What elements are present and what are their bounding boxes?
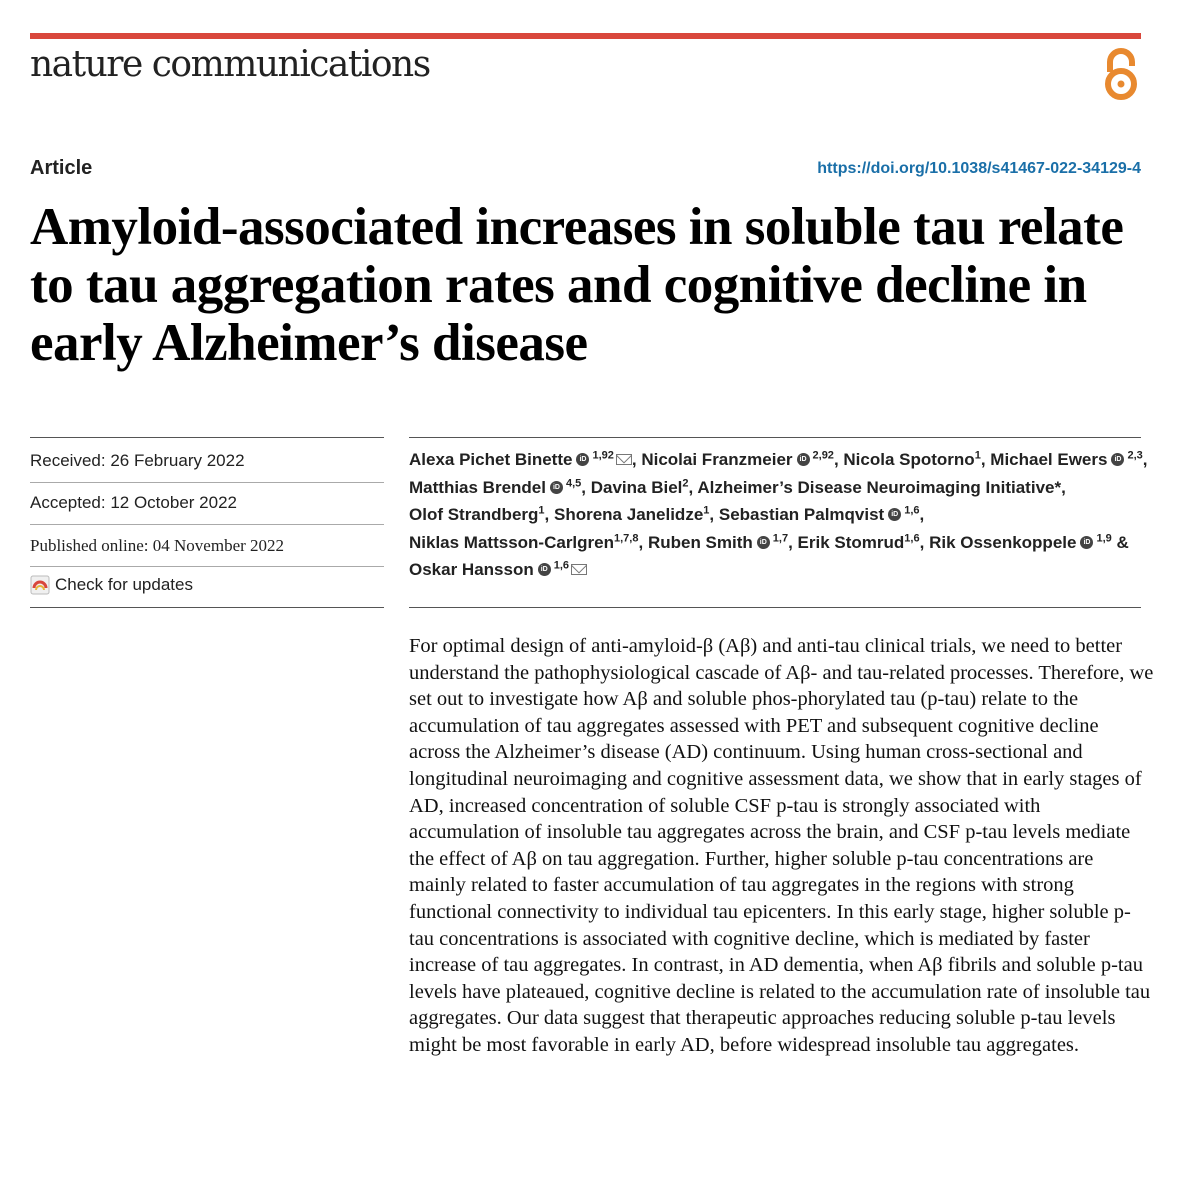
divider (409, 607, 1141, 608)
open-access-icon (1100, 44, 1142, 102)
doi-link[interactable]: https://doi.org/10.1038/s41467-022-34129-4 (817, 160, 1141, 177)
author-separator: , (833, 450, 839, 469)
author-separator: , (980, 450, 986, 469)
author-name[interactable]: Oskar Hansson (409, 560, 534, 579)
author-separator: , (1061, 477, 1066, 497)
affiliation-marker[interactable]: 1,6 (904, 504, 920, 517)
author[interactable] (648, 533, 793, 552)
author[interactable] (798, 533, 925, 552)
author[interactable] (929, 533, 1129, 552)
article-type: Article (30, 157, 93, 179)
check-for-updates-label: Check for updates (55, 575, 193, 594)
orcid-icon[interactable]: iD (757, 536, 770, 549)
author-separator: , (788, 532, 793, 552)
orcid-icon[interactable]: iD (888, 508, 901, 521)
check-for-updates-icon (30, 575, 50, 595)
orcid-icon[interactable]: iD (797, 453, 810, 466)
author-name[interactable]: Erik Stomrud (797, 532, 905, 552)
author-name[interactable]: Niklas Mattsson-Carlgren (409, 532, 614, 552)
divider (30, 437, 384, 438)
affiliation-marker[interactable]: 2,92 (812, 449, 834, 462)
author-name[interactable]: Ruben Smith (647, 532, 753, 552)
abstract-text: For optimal design of anti-amyloid-β (Aβ) and anti-tau clinical trials, we need to better understand the pathophysiological cascade of Aβ- and tau-related processes. Therefore, we set out to investigate how Aβ and soluble phos-phorylated tau (p-tau) relate to the accumulation of tau aggregates assessed with PET and subsequent cognitive decline across the Alzheimer’s disease (AD) continuum. Using human cross-sectional and longitudinal neuroimaging and cognitive assessment data, we show that in early stages of AD, increased concentration of soluble CSF p-tau is strongly associated with accumulation of insoluble tau aggregates across the brain, and CSF p-tau levels mediate the effect of Aβ on tau aggregation. Further, higher soluble p-tau concentrations are mainly related to faster accumulation of tau aggregates in the regions with strong functional connectivity to individual tau epicenters. In this early stage, higher soluble p-tau concentrations is associated with cognitive decline, which is mediated by faster increase of tau aggregates. In contrast, in AD dementia, when Aβ fibrils and soluble p-tau levels have plateaued, cognitive decline is related to the accumulation rate of insoluble tau aggregates. Our data suggest that therapeutic approaches reducing soluble p-tau levels might be most favorable in early AD, before widespread insoluble tau aggregates. (409, 635, 1154, 1056)
author-separator: , (709, 505, 715, 524)
author-name[interactable]: Sebastian Palmqvist (718, 505, 885, 524)
orcid-icon[interactable]: iD (550, 481, 563, 494)
author-separator: , (581, 477, 587, 497)
affiliation-marker[interactable]: 1,7 (772, 531, 789, 544)
author-separator: , (638, 532, 644, 552)
author-name[interactable]: Alexa Pichet Binette (409, 450, 573, 469)
author[interactable] (990, 450, 1147, 469)
mail-icon[interactable] (616, 454, 632, 465)
published-date: Published online: 04 November 2022 (30, 536, 285, 555)
affiliation-marker[interactable]: 1 (538, 504, 545, 517)
affiliation-marker[interactable]: 1,6 (553, 559, 570, 572)
article-title: Amyloid-associated increases in soluble tau relate to tau aggregation rates and cognitive decline in early Alzheimer’s disease (30, 198, 1124, 372)
author[interactable] (554, 505, 714, 524)
author-separator: , (544, 505, 550, 524)
affiliation-marker[interactable]: 2 (682, 476, 689, 489)
author[interactable] (409, 560, 587, 579)
author-name[interactable]: Matthias Brendel (409, 477, 546, 497)
author-separator: , (919, 532, 925, 552)
author-separator: , (688, 477, 694, 497)
author[interactable] (409, 533, 643, 552)
orcid-icon[interactable]: iD (576, 453, 589, 466)
received-date: Received: 26 February 2022 (30, 451, 245, 470)
mail-icon[interactable] (571, 564, 587, 575)
author-name[interactable]: Shorena Janelidze (554, 505, 704, 524)
journal-name[interactable]: nature communications (30, 44, 430, 85)
divider (409, 437, 1141, 438)
author-name[interactable]: Olof Strandberg (409, 505, 539, 524)
author[interactable] (697, 478, 1065, 497)
divider (30, 482, 384, 483)
affiliation-marker[interactable]: 1 (974, 449, 981, 462)
author-name[interactable]: Alzheimer’s Disease Neuroimaging Initiative* (697, 477, 1062, 497)
author[interactable] (641, 450, 838, 469)
author-name[interactable]: Nicolai Franzmeier (641, 450, 793, 469)
divider (30, 524, 384, 525)
orcid-icon[interactable]: iD (1111, 453, 1124, 466)
author-name[interactable]: Davina Biel (590, 477, 683, 497)
affiliation-marker[interactable]: 1 (703, 504, 710, 517)
divider (30, 566, 384, 567)
affiliation-marker[interactable]: 1,7,8 (614, 531, 639, 544)
author-name[interactable]: Michael Ewers (990, 450, 1108, 469)
orcid-icon[interactable]: iD (538, 563, 551, 576)
author-separator: , (1142, 450, 1148, 469)
affiliation-marker[interactable]: 1,92 (592, 449, 614, 462)
author[interactable] (409, 450, 637, 469)
affiliation-marker[interactable]: 2,3 (1127, 449, 1143, 462)
author[interactable] (409, 505, 549, 524)
author-separator: & (1111, 532, 1129, 552)
author[interactable] (719, 505, 924, 524)
accepted-date: Accepted: 12 October 2022 (30, 493, 237, 512)
affiliation-marker[interactable]: 4,5 (565, 476, 582, 489)
author-name[interactable]: Nicola Spotorno (843, 450, 975, 469)
author-separator: , (919, 505, 925, 524)
header-accent-bar (30, 33, 1141, 39)
author-separator: , (631, 450, 637, 469)
check-for-updates-button[interactable] (30, 575, 193, 595)
author[interactable] (843, 450, 985, 469)
affiliation-marker[interactable]: 1,6 (904, 531, 920, 544)
author[interactable] (591, 478, 694, 497)
author-name[interactable]: Rik Ossenkoppele (929, 532, 1077, 552)
author[interactable] (409, 478, 586, 497)
orcid-icon[interactable]: iD (1080, 536, 1093, 549)
divider (30, 607, 384, 608)
affiliation-marker[interactable]: 1,9 (1096, 531, 1112, 544)
author-list (409, 446, 1149, 584)
